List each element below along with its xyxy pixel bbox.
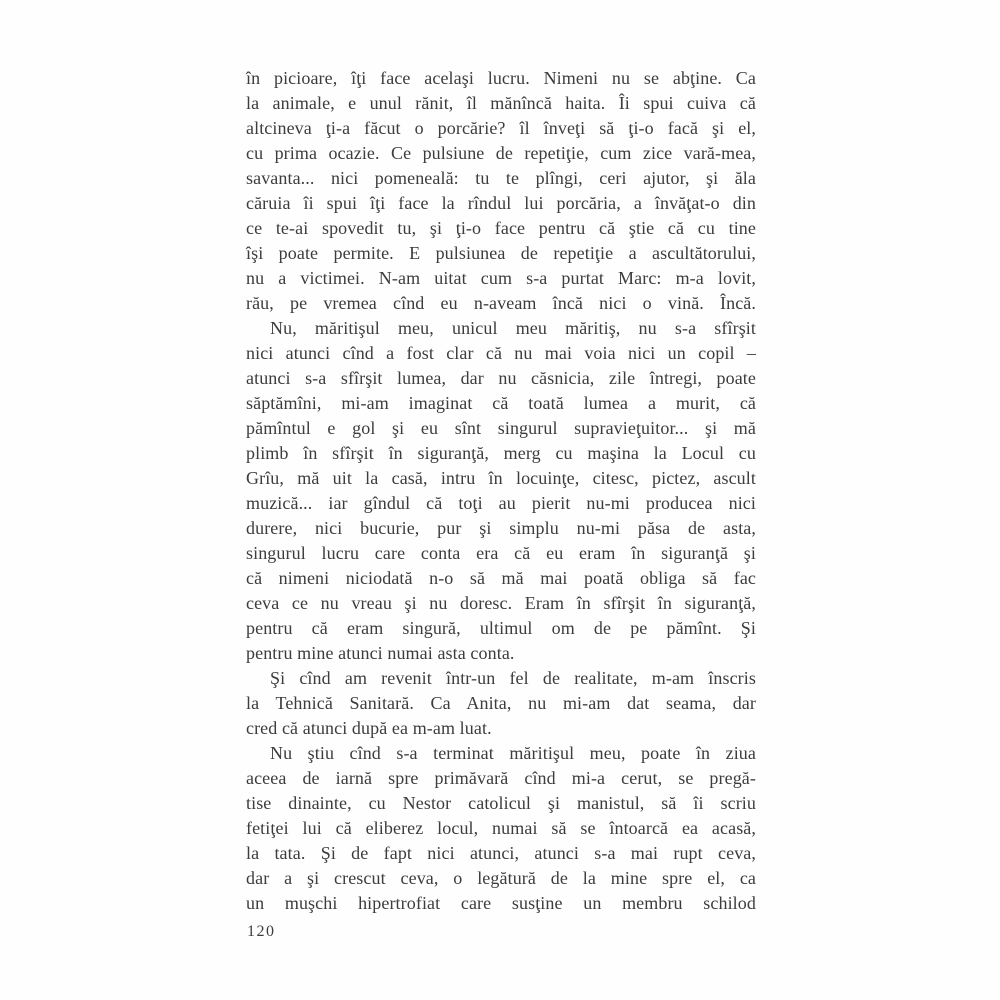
text-line: cu prima ocazie. Ce pulsiune de repetiţie, cum zice vară-mea,	[246, 143, 756, 163]
paragraph	[246, 741, 756, 916]
paragraph	[246, 66, 756, 316]
text-line: săptămîni, mi-am imaginat că toată lumea a murit, că	[246, 393, 756, 413]
text-line: îşi poate permite. E pulsiunea de repetiţie a ascultătorului,	[246, 243, 756, 263]
text-line: Grîu, mă uit la casă, intru în locuinţe, citesc, pictez, ascult	[246, 468, 756, 488]
text-line: un muşchi hipertrofiat care susţine un membru schilod	[246, 893, 756, 913]
text-line: pentru mine atunci numai asta conta.	[246, 643, 515, 663]
text-line: Şi cînd am revenit într-un fel de realitate, m-am înscris	[270, 668, 756, 688]
text-line: nu a victimei. N-am uitat cum s-a purtat Marc: m-a lovit,	[246, 268, 756, 288]
text-line: atunci s-a sfîrşit lumea, dar nu căsnicia, zile întregi, poate	[246, 368, 756, 388]
text-line: pentru că eram singură, ultimul om de pe pămînt. Şi	[246, 618, 756, 638]
text-line: durere, nici bucurie, pur şi simplu nu-mi păsa de asta,	[246, 518, 756, 538]
text-line: rău, pe vremea cînd eu n-aveam încă nici o vină. Încă.	[246, 293, 756, 313]
text-line: ceva ce nu vreau şi nu doresc. Eram în sfîrşit în siguranţă,	[246, 593, 756, 613]
page-number: 120	[247, 923, 276, 940]
text-line: în picioare, îţi face acelaşi lucru. Nimeni nu se abţine. Ca	[246, 68, 756, 88]
text-line: Nu ştiu cînd s-a terminat măritişul meu, poate în ziua	[270, 743, 756, 763]
text-block	[246, 66, 756, 916]
text-line: muzică... iar gîndul că toţi au pierit nu-mi producea nici	[246, 493, 756, 513]
paragraph	[246, 666, 756, 741]
text-line: savanta... nici pomeneală: tu te plîngi, ceri ajutor, şi ăla	[246, 168, 756, 188]
text-line: la Tehnică Sanitară. Ca Anita, nu mi-am dat seama, dar	[246, 693, 756, 713]
text-line: pămîntul e gol şi eu sînt singurul supravieţuitor... şi mă	[246, 418, 756, 438]
paragraph	[246, 316, 756, 666]
text-line: Nu, măritişul meu, unicul meu măritiş, nu s-a sfîrşit	[270, 318, 756, 338]
text-line: altcineva ţi-a făcut o porcărie? îl înveţi să ţi-o facă şi el,	[246, 118, 756, 138]
text-line: dar a şi crescut ceva, o legătură de la mine spre el, ca	[246, 868, 756, 888]
text-line: cred că atunci după ea m-am luat.	[246, 718, 492, 738]
text-line: căruia îi spui îţi face la rîndul lui porcăria, a învăţat-o din	[246, 193, 756, 213]
text-line: că nimeni niciodată n-o să mă mai poată obliga să fac	[246, 568, 756, 588]
text-line: ce te-ai spovedit tu, şi ţi-o face pentru că ştie că cu tine	[246, 218, 756, 238]
text-line: fetiţei lui că eliberez locul, numai să se întoarcă ea acasă,	[246, 818, 756, 838]
text-line: nici atunci cînd a fost clar că nu mai voia nici un copil –	[246, 343, 756, 363]
text-line: plimb în sfîrşit în siguranţă, merg cu maşina la Locul cu	[246, 443, 756, 463]
text-line: la animale, e unul rănit, îl mănîncă haita. Îi spui cuiva că	[246, 93, 756, 113]
text-line: tise dinainte, cu Nestor catolicul şi manistul, să îi scriu	[246, 793, 756, 813]
text-line: la tata. Şi de fapt nici atunci, atunci s-a mai rupt ceva,	[246, 843, 756, 863]
text-line: singurul lucru care conta era că eu eram în siguranţă şi	[246, 543, 756, 563]
text-line: aceea de iarnă spre primăvară cînd mi-a cerut, se pregă-	[246, 768, 756, 788]
